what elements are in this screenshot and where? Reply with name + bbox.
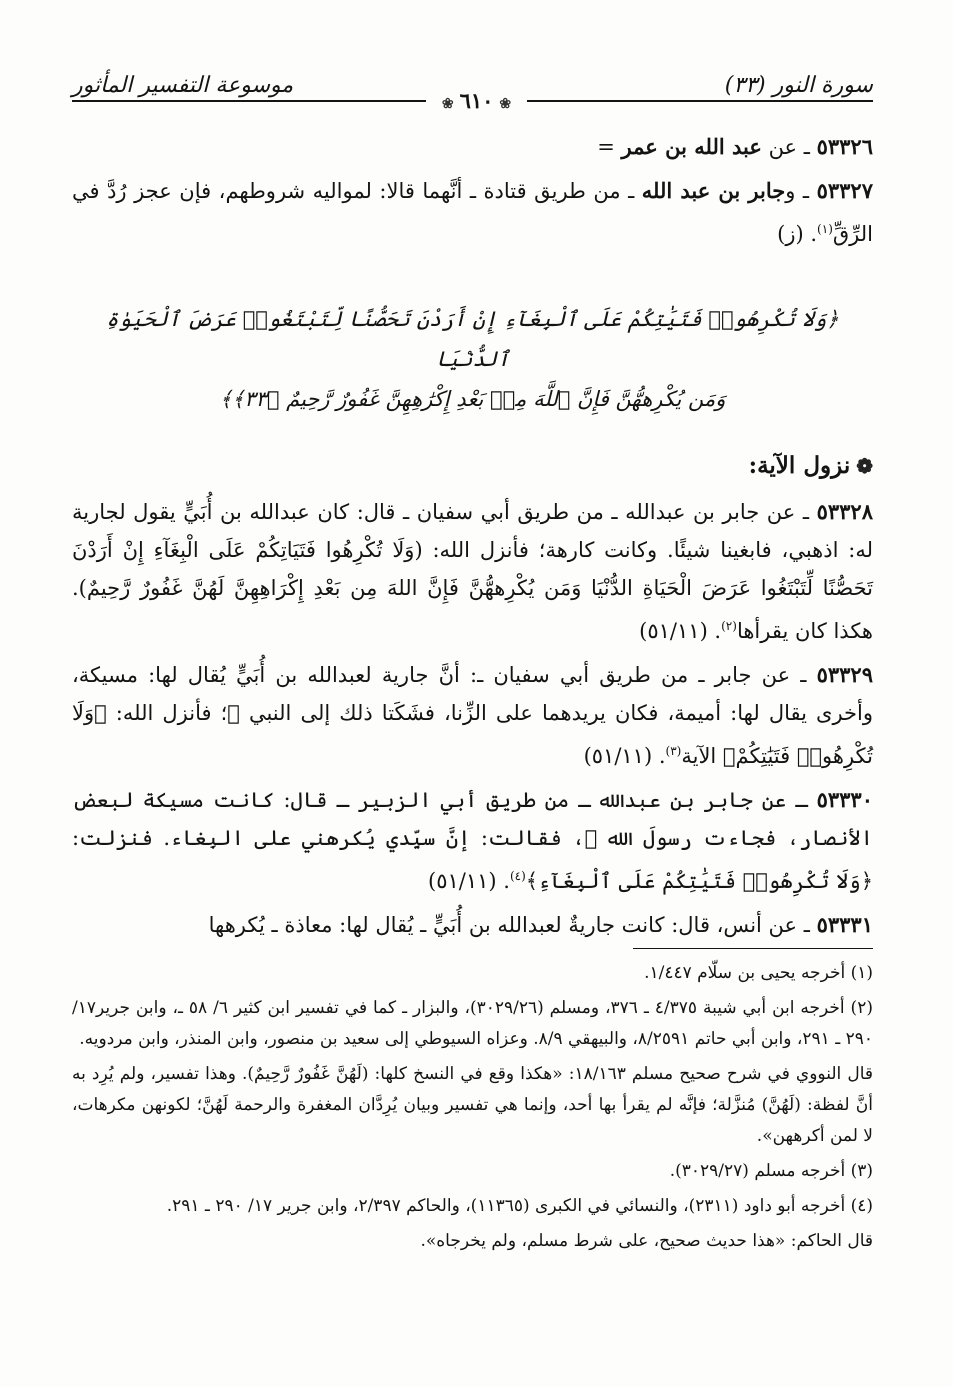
entry-number: ٥٣٣٢٦ xyxy=(816,134,873,159)
entry-continuation: = xyxy=(597,135,622,159)
page-number xyxy=(426,88,527,113)
section-title-text: نزول الآية: xyxy=(748,452,851,479)
cross-reference: . (٥١/١١) xyxy=(639,619,722,643)
narrator-name: جابر بن عبد الله xyxy=(641,178,786,203)
hadith-entry xyxy=(72,781,873,900)
footnotes xyxy=(72,958,873,1261)
footnote-marker[interactable]: (٣) xyxy=(665,744,682,758)
page-number-text: ٦١٠ xyxy=(459,88,494,113)
cross-reference: . (٥١/١١) xyxy=(583,744,666,768)
entry-tail: . (ز) xyxy=(777,222,818,246)
flower-ornament-icon: ❁ xyxy=(856,454,873,478)
footnote: (٤) أخرجه أبو داود (٢٣١١)، والنسائي في الكبرى (١١٣٦٥)، والحاكم ٢/٣٩٧، وابن جرير ١٧/ ٢٩٠ ـ ٢٩١. xyxy=(166,1196,873,1216)
footnote-comment: قال النووي في شرح صحيح مسلم ١٨/١٦٣: «هكذا وقع في النسخ كلها: (لَهُنَّ غَفُورٌ رَّحِيمٌ). وهذا تفسير، ولم يُرِد به أنَّ لفظة: (لَهُنَّ) مُنزَّلة؛ فإنَّه لم يقرأ بها أحد، وإنما هي تفسير وبيان يُرِدَّان المغفرة والرحمة لَهُنَّ؛ لكونهن مكرهات، لا لمن أكرههن». xyxy=(72,1064,873,1146)
ornament-icon: ❀ xyxy=(441,96,454,112)
hadith-entry xyxy=(72,128,873,166)
footnote: (٣) أخرجه مسلم (٣٠٢٩/٢٧). xyxy=(669,1161,873,1181)
main-text xyxy=(72,128,873,950)
narrator-name: عبد الله بن عمر xyxy=(621,134,762,159)
entry-number: ٥٣٣٢٩ xyxy=(816,662,873,687)
entry-text: ـ عن جابر ـ من طريق أبي سفيان ـ: أنَّ جارية لعبدالله بن أُبَيٍّ يُقال لها: مسيكة، وأخرى يقال لها: أميمة، فكان يريدهما على الزِّنا، فشَكَتا ذلك إلى النبي ﷺ؛ فأنزل الله: ﴿وَلَا تُكْرِهُوا۟ فَتَيَٰتِكُمْ﴾ الآية xyxy=(72,663,873,768)
entry-connector: ـ عن xyxy=(761,135,817,159)
hadith-entry xyxy=(72,493,873,650)
entry-text: ـ من طريق قتادة ـ أنَّهما قالا: لمواليه شروطهم، فإن عجز رُدَّ في الرِّقِّ xyxy=(72,179,873,246)
section-heading xyxy=(72,447,873,485)
book-title: موسوعة التفسير المأثور xyxy=(72,73,294,98)
entry-text: ـ عن جابر بن عبدالله ـ من طريق أبي سفيان ـ قال: كان عبدالله بن أُبَيٍّ يقول لجارية له: اذهبي، فابغينا شيئًا. وكانت كارهة؛ فأنزل الله: (وَلَا تُكْرِهُوا فَتَيَاتِكُمْ عَلَى الْبِغَآءِ إِنْ أَرَدْنَ تَحَصُّنًا لِّتَبْتَغُوا عَرَضَ الْحَيَاةِ الدُّنْيَا وَمَن يُكْرِههُّنَّ فَإِنَّ اللهَ مِن بَعْدِ إِكْرَاهِهِنَّ لَهُنَّ غَفُورٌ رَّحِيمٌ). هكذا كان يقرأها xyxy=(72,500,873,643)
footnote-marker[interactable]: (١) xyxy=(817,222,833,236)
footnote-marker[interactable]: (٤) xyxy=(509,869,526,883)
cross-reference: . (٥١/١١) xyxy=(428,869,510,893)
entry-connector: ـ و xyxy=(785,179,817,203)
hadith-entry xyxy=(72,906,873,944)
entry-number: ٥٣٣٣٠ xyxy=(816,787,873,812)
entry-number: ٥٣٣٣١ xyxy=(816,912,873,937)
quran-verse xyxy=(82,299,863,419)
entry-number: ٥٣٣٢٨ xyxy=(816,499,873,524)
verse-line: ﴿وَلَا تُكْرِهُوا۟ فَتَيَٰتِكُمْ عَلَى ٱلْبِغَآءِ إِنْ أَرَدْنَ تَحَصُّنًا لِّتَبْتَغُوا۟ عَرَضَ ٱلْحَيَوٰةِ ٱلدُّنْيَا xyxy=(106,307,839,371)
surah-title: سورة النور (٣٣) xyxy=(724,73,873,98)
footnote-comment: قال الحاكم: «هذا حديث صحيح، على شرط مسلم، ولم يخرجاه». xyxy=(420,1231,873,1251)
hadith-entry xyxy=(72,656,873,775)
footnote: (٢) أخرجه ابن أبي شيبة ٤/٣٧٥ ـ ٣٧٦، ومسلم (٣٠٢٩/٢٦)، والبزار ـ كما في تفسير ابن كثير ٦/ ٥٨ ـ، وابن جرير١٧/ ٢٩٠ ـ ٢٩١، وابن أبي حاتم ٨/٢٥٩١، والبيهقي ٨/٩. وعزاه السيوطي إلى سعيد بن منصور، وابن المنذر، وابن مردويه. xyxy=(72,998,873,1049)
page-number-wrap xyxy=(0,88,953,113)
verse-line: وَمَن يُكْرِههُّنَّ فَإِنَّ ٱللَّهَ مِنۢ بَعْدِ إِكْرَٰهِهِنَّ غَفُورٌ رَّحِيمٌ ﴿٣٣﴾﴾ xyxy=(219,387,726,411)
footnote: (١) أخرجه يحيى بن سلّام ١/٤٤٧. xyxy=(644,963,873,983)
hadith-entry xyxy=(72,172,873,253)
entry-text: ـ عن جابر بن عبدالله ـ من طريق أبي الزبير ـ قال: كانت مسيكة لبعض الأنصار، فجاءت رسولَ الله ﷺ، فقالت: إنَّ سيِّدي يُكرهني على البِغاء. فنزلت: ﴿وَلَا تُكْرِهُوا۟ فَتَيَٰتِكُمْ عَلَى ٱلْبِغَآءِ﴾ xyxy=(72,788,873,893)
footnote-marker[interactable]: (٢) xyxy=(721,619,737,633)
entry-number: ٥٣٣٢٧ xyxy=(816,178,873,203)
entry-text: ـ عن أنس، قال: كانت جاريةٌ لعبدالله بن أُبَيٍّ ـ يُقال لها: معاذة ـ يُكرهها xyxy=(208,913,817,937)
ornament-icon: ❀ xyxy=(499,96,512,112)
footnote-rule xyxy=(633,948,873,949)
